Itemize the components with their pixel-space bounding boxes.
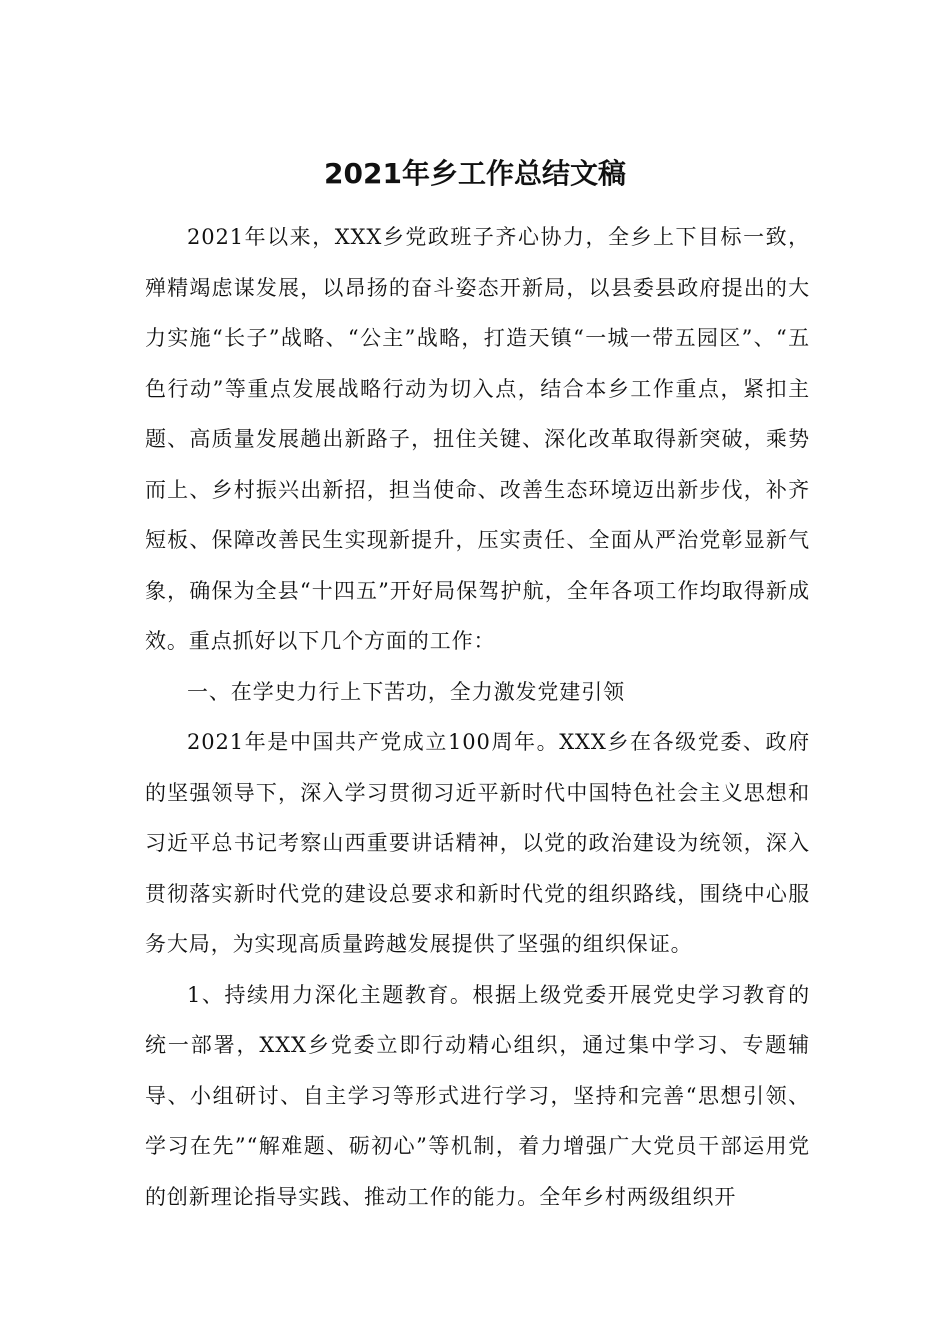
intro-paragraph: 2021年以来，XXX乡党政班子齐心协力，全乡上下目标一致，殚精竭虑谋发展，以昂扬的奋斗姿态开新局，以县委县政府提出的大力实施“长子”战略、“公主”战略，打造天镇“一城一带五园区”、“五色行动”等重点发展战略行动为切入点，结合本乡工作重点，紧扣主题、高质量发展趟出新路子，扭住关键、深化改革取得新突破，乘势而上、乡村振兴出新招，担当使命、改善生态环境迈出新步伐，补齐短板、保障改善民生实现新提升，压实责任、全面从严治党彰显新气象，确保为全县“十四五”开好局保驾护航，全年各项工作均取得新成效。重点抓好以下几个方面的工作： <box>145 225 810 653</box>
document-body <box>145 212 810 1222</box>
subsection-paragraph: 1、持续用力深化主题教育。根据上级党委开展党史学习教育的统一部署，XXX乡党委立即行动精心组织，通过集中学习、专题辅导、小组研讨、自主学习等形式进行学习，坚持和完善“思想引领、学习在先”“解难题、砺初心”等机制，着力增强广大党员干部运用党的创新理论指导实践、推动工作的能力。全年乡村两级组织开 <box>145 982 810 1209</box>
section-paragraph: 2021年是中国共产党成立100周年。XXX乡在各级党委、政府的坚强领导下，深入学习贯彻习近平新时代中国特色社会主义思想和习近平总书记考察山西重要讲话精神，以党的政治建设为统领，深入贯彻落实新时代党的建设总要求和新时代党的组织路线，围绕中心服务大局，为实现高质量跨越发展提供了坚强的组织保证。 <box>145 730 810 956</box>
document-title: 2021年乡工作总结文稿 <box>324 157 626 190</box>
section-heading: 一、在学史力行上下苦功，全力激发党建引领 <box>187 679 625 704</box>
